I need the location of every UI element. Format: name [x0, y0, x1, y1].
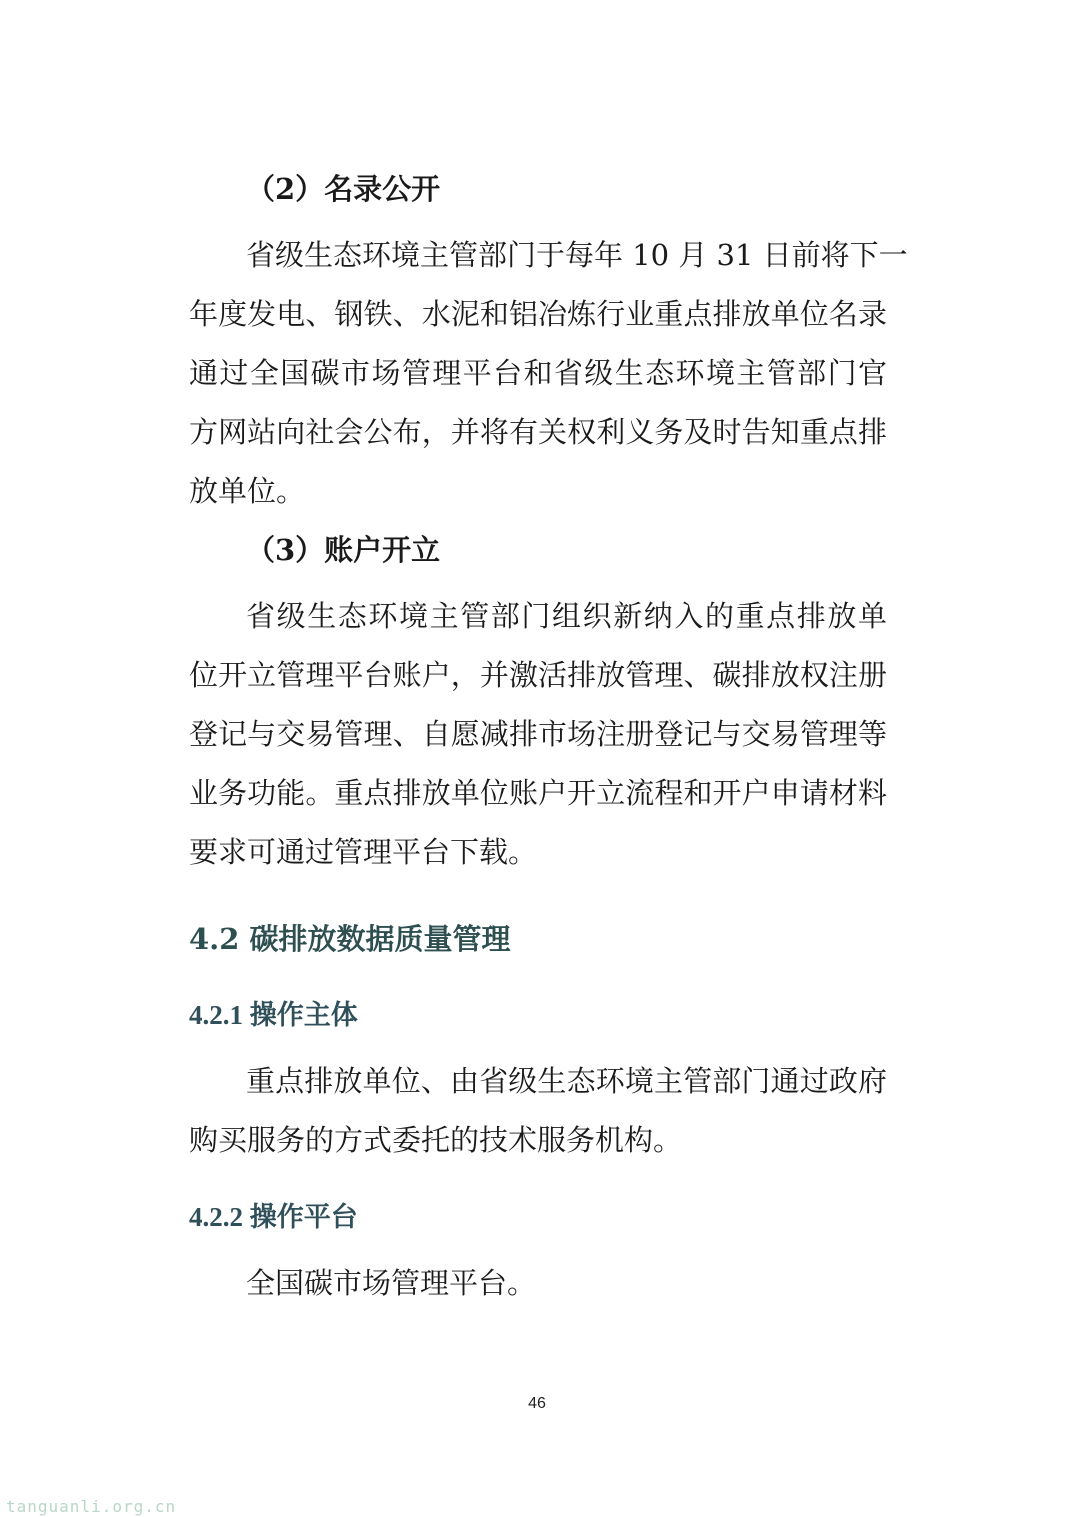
paragraph-line: 登记与交易管理、自愿减排市场注册登记与交易管理等 [189, 717, 887, 751]
paragraph-line: 全国碳市场管理平台。 [246, 1266, 537, 1300]
paragraph-line: 位开立管理平台账户，并激活排放管理、碳排放权注册 [189, 658, 887, 692]
paragraph-line: 购买服务的方式委托的技术服务机构。 [189, 1123, 683, 1157]
section-heading-4-2-1: 4.2.1 操作主体 [189, 1000, 358, 1030]
subsection-heading-account-opening: （3）账户开立 [246, 533, 441, 567]
section-heading-4-2-2: 4.2.2 操作平台 [189, 1202, 358, 1232]
paragraph-name-list-disclosure [189, 226, 908, 521]
paragraph-line: 通过全国碳市场管理平台和省级生态环境主管部门官 [189, 356, 887, 390]
page-content [189, 160, 908, 1313]
paragraph-line: 省级生态环境主管部门组织新纳入的重点排放单 [246, 599, 887, 633]
paragraph-line: 年度发电、钢铁、水泥和铝冶炼行业重点排放单位名录 [189, 297, 887, 331]
paragraph-account-opening [189, 587, 887, 882]
paragraph-line: 业务功能。重点排放单位账户开立流程和开户申请材料 [189, 776, 887, 810]
paragraph-line: 放单位。 [189, 474, 306, 508]
subsection-heading-name-list-disclosure: （2）名录公开 [246, 172, 441, 206]
paragraph-operating-platform [189, 1254, 887, 1313]
paragraph-line: 重点排放单位、由省级生态环境主管部门通过政府 [246, 1064, 887, 1098]
watermark: tanguanli.org.cn [6, 1497, 177, 1516]
section-heading-4-2: 4.2 碳排放数据质量管理 [189, 922, 511, 956]
page-number: 46 [528, 1395, 546, 1412]
paragraph-line: 方网站向社会公布，并将有关权利义务及时告知重点排 [189, 415, 887, 449]
paragraph-line: 省级生态环境主管部门于每年 10 月 31 日前将下一 [246, 238, 908, 272]
paragraph-line: 要求可通过管理平台下载。 [189, 835, 538, 869]
paragraph-operating-entity [189, 1052, 887, 1170]
